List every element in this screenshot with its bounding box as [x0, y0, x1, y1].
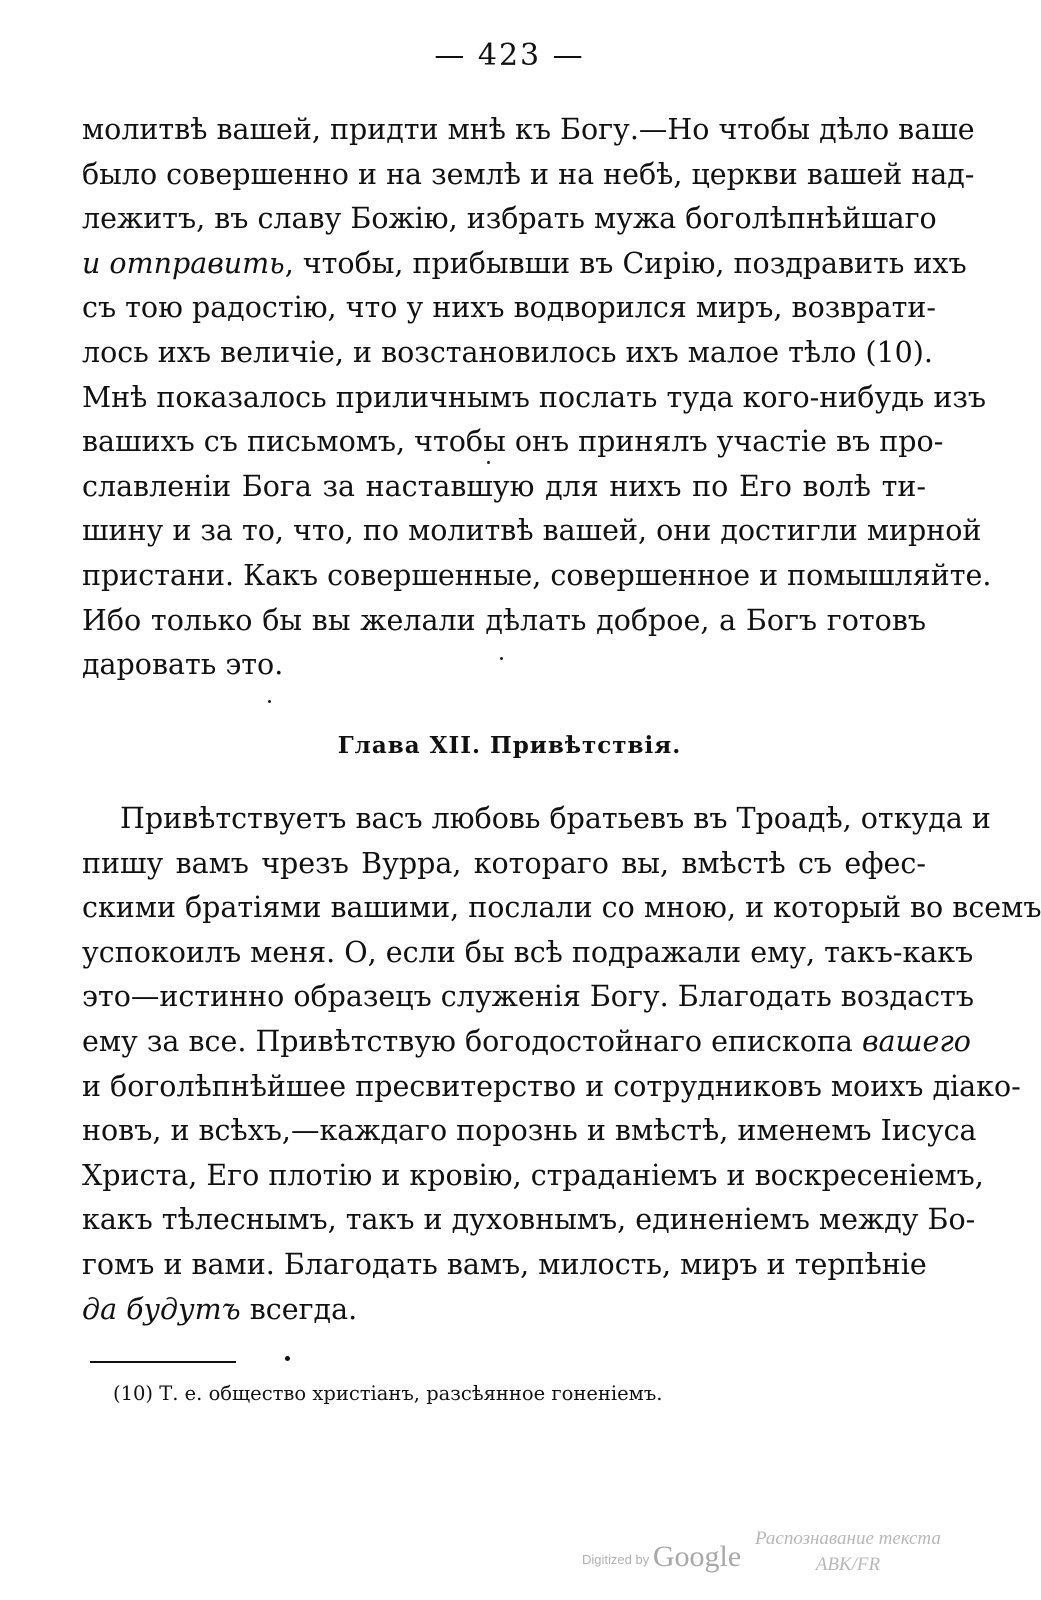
italic-phrase: вашего: [861, 1024, 971, 1058]
text-line: какъ тѣлеснымъ, такъ и духовнымъ, единеніемъ между Бо-: [82, 1203, 976, 1237]
google-logo: Google: [652, 1540, 742, 1573]
text-line: лежитъ, въ славу Божію, избрать мужа боголѣпнѣйшаго: [82, 202, 937, 236]
text-fragment: всегда.: [240, 1292, 358, 1326]
text-line: было совершенно и на землѣ и на небѣ, церкви вашей над-: [82, 157, 975, 191]
text-line: [82, 1020, 971, 1065]
text-line: [82, 242, 967, 287]
digitized-by-google-mark: [582, 1540, 741, 1574]
footnote-rule: [90, 1361, 236, 1363]
ink-dot: [285, 1356, 290, 1361]
text-line: вашихъ съ письмомъ, чтобы онъ принялъ участіе въ про-: [82, 425, 944, 459]
ink-speck: [500, 657, 503, 660]
italic-phrase: и отправить: [82, 246, 285, 280]
text-line: Мнѣ показалось приличнымъ послать туда кого-нибудь изъ: [82, 380, 987, 414]
chapter-heading: Глава XII. Привѣтствія.: [337, 732, 682, 759]
text-line: и боголѣпнѣйшее пресвитерство и сотрудниковъ моихъ діако-: [82, 1069, 1021, 1103]
text-line: пристани. Какъ совершенные, совершенное и помышляйте.: [82, 558, 992, 592]
text-line: новъ, и всѣхъ,—каждаго порознь и вмѣстѣ, именемъ Іисуса: [82, 1114, 977, 1148]
ink-speck: [268, 700, 271, 703]
footnote: (10) Т. е. общество христіанъ, разсѣянное гоненіемъ.: [113, 1382, 663, 1405]
page-number: — 423 —: [434, 38, 585, 73]
text-line: успокоилъ меня. О, если бы всѣ подражали ему, такъ-какъ: [82, 935, 974, 969]
text-line: это—истинно образецъ служенія Богу. Благодать воздастъ: [82, 980, 974, 1014]
text-line: молитвѣ вашей, придти мнѣ къ Богу.—Но чтобы дѣло ваше: [82, 113, 975, 146]
text-line: [82, 1288, 926, 1333]
text-line: гомъ и вами. Благодать вамъ, милость, миръ и терпѣніе: [82, 1247, 927, 1281]
text-line: съ тою радостію, что у нихъ водворился миръ, возврати-: [82, 291, 936, 325]
text-fragment: , чтобы, прибывши въ Сирію, поздравить ихъ: [284, 246, 967, 280]
text-line: лось ихъ величіе, и возстановилось ихъ малое тѣло (10).: [82, 335, 933, 369]
watermark-line-2: ABK/FR: [815, 1554, 881, 1575]
text-line: Привѣтствуетъ васъ любовь братьевъ въ Троадѣ, откуда и: [120, 802, 991, 835]
text-line: славленіи Бога за наставшую для нихъ по Его волѣ ти-: [82, 469, 926, 503]
text-line: даровать это.: [82, 648, 284, 682]
watermark-line-1: Распознавание текста: [755, 1528, 941, 1549]
ink-speck: [487, 461, 490, 464]
paragraph-2: [82, 797, 1041, 1332]
text-line: скими братіями вашими, послали со мною, и который во всемъ: [82, 891, 1041, 925]
ocr-watermark: [755, 1526, 941, 1578]
text-line: пишу вамъ чрезъ Вурра, котораго вы, вмѣстѣ съ ефес-: [82, 846, 926, 880]
digitized-label: Digitized by: [582, 1552, 650, 1567]
text-line: Ибо только бы вы желали дѣлать доброе, а Богъ готовъ: [82, 603, 926, 637]
italic-phrase: да будутъ: [82, 1292, 241, 1326]
text-line: шину и за то, что, по молитвѣ вашей, они достигли мирной: [82, 514, 982, 548]
paragraph-1: [82, 108, 992, 688]
text-line: Христа, Его плотію и кровію, страданіемъ и воскресеніемъ,: [82, 1158, 984, 1192]
text-fragment: ему за все. Привѣтствую богодостойнаго епископа: [82, 1024, 862, 1058]
